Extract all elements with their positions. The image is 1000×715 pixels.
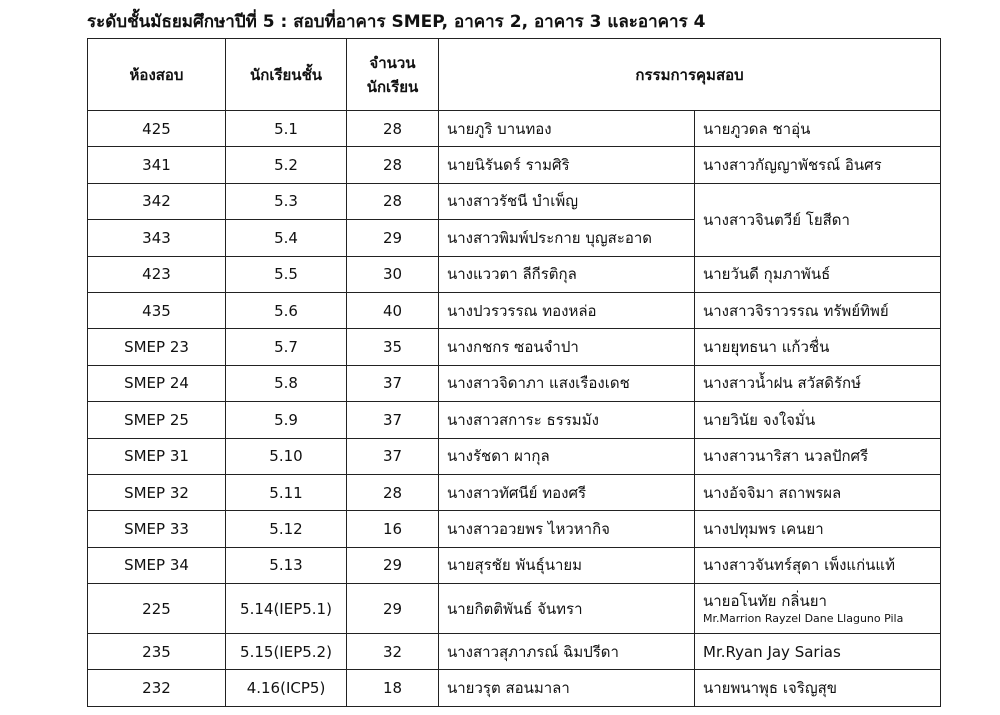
room-cell: SMEP 24 xyxy=(88,365,226,401)
count-cell: 18 xyxy=(347,670,439,706)
proctor2-name: นายอโนทัย กลิ่นยา xyxy=(703,592,827,611)
room-cell: SMEP 31 xyxy=(88,438,226,474)
class-cell: 5.13 xyxy=(226,547,347,583)
class-cell: 5.2 xyxy=(226,147,347,183)
proctor1-cell: นายสุรชัย พันธุ์นายม xyxy=(439,547,695,583)
proctor1-cell: นางสาวทัศนีย์ ทองศรี xyxy=(439,474,695,510)
table-row xyxy=(88,511,941,547)
class-cell: 5.6 xyxy=(226,292,347,328)
proctor2-cell: นายยุทธนา แก้วชื่น xyxy=(695,329,941,365)
proctor2-cell: นายพนาพุธ เจริญสุข xyxy=(695,670,941,706)
room-cell: 423 xyxy=(88,256,226,292)
proctor2-cell: นายภูวดล ชาอุ่น xyxy=(695,111,941,147)
class-cell: 5.3 xyxy=(226,183,347,219)
proctor2-cell: นางสาวกัญญาพัชรณ์ อินศร xyxy=(695,147,941,183)
table-row xyxy=(88,183,941,219)
proctor1-cell: นางสาวสุภาภรณ์ ฉิมปรีดา xyxy=(439,634,695,670)
header-count xyxy=(347,39,439,111)
table-row xyxy=(88,670,941,706)
count-cell: 37 xyxy=(347,438,439,474)
table-row xyxy=(88,584,941,634)
count-cell: 30 xyxy=(347,256,439,292)
proctor1-cell: นางสาวจิดาภา แสงเรืองเดช xyxy=(439,365,695,401)
header-room: ห้องสอบ xyxy=(88,39,226,111)
room-cell: 225 xyxy=(88,584,226,634)
proctor2-cell: นายวันดี กุมภาพันธ์ xyxy=(695,256,941,292)
class-cell: 5.10 xyxy=(226,438,347,474)
header-count-line2: นักเรียน xyxy=(366,77,419,96)
table-row xyxy=(88,111,941,147)
class-cell: 5.5 xyxy=(226,256,347,292)
header-class: นักเรียนชั้น xyxy=(226,39,347,111)
proctor2-cell: นางสาวน้ำฝน สวัสดิรักษ์ xyxy=(695,365,941,401)
proctor1-cell: นางแววตา ลีกีรติกุล xyxy=(439,256,695,292)
proctor1-cell: นางสาวสการะ ธรรมมัง xyxy=(439,402,695,438)
table-header-row xyxy=(88,39,941,111)
room-cell: 341 xyxy=(88,147,226,183)
table-row xyxy=(88,474,941,510)
room-cell: SMEP 23 xyxy=(88,329,226,365)
class-cell: 5.1 xyxy=(226,111,347,147)
count-cell: 29 xyxy=(347,584,439,634)
class-cell: 5.8 xyxy=(226,365,347,401)
table-row xyxy=(88,147,941,183)
room-cell: 232 xyxy=(88,670,226,706)
proctor1-cell: นายนิรันดร์ รามศิริ xyxy=(439,147,695,183)
proctor1-cell: นางสาวพิมพ์ประกาย บุญสะอาด xyxy=(439,220,695,256)
table-row xyxy=(88,292,941,328)
count-cell: 35 xyxy=(347,329,439,365)
class-cell: 5.4 xyxy=(226,220,347,256)
room-cell: 425 xyxy=(88,111,226,147)
count-cell: 28 xyxy=(347,111,439,147)
proctor1-cell: นายกิตติพันธ์ จันทรา xyxy=(439,584,695,634)
class-cell: 5.14(IEP5.1) xyxy=(226,584,347,634)
count-cell: 28 xyxy=(347,147,439,183)
table-row xyxy=(88,365,941,401)
proctor2-sub-name: Mr.Marrion Rayzel Dane Llaguno Pila xyxy=(703,612,904,626)
proctor1-cell: นางสาวรัชนี บำเพ็ญ xyxy=(439,183,695,219)
proctor1-cell: นางกชกร ซอนจำปา xyxy=(439,329,695,365)
class-cell: 5.9 xyxy=(226,402,347,438)
room-cell: SMEP 33 xyxy=(88,511,226,547)
proctor2-cell xyxy=(695,584,941,634)
room-cell: 343 xyxy=(88,220,226,256)
table-row xyxy=(88,634,941,670)
count-cell: 28 xyxy=(347,474,439,510)
proctor1-cell: นายภูริ บานทอง xyxy=(439,111,695,147)
proctor1-cell: นางสาวอวยพร ไหวหากิจ xyxy=(439,511,695,547)
table-row xyxy=(88,402,941,438)
room-cell: SMEP 32 xyxy=(88,474,226,510)
table-row xyxy=(88,256,941,292)
room-cell: 342 xyxy=(88,183,226,219)
count-cell: 32 xyxy=(347,634,439,670)
count-cell: 37 xyxy=(347,402,439,438)
proctor2-cell: นายวินัย จงใจมั่น xyxy=(695,402,941,438)
table-row xyxy=(88,438,941,474)
count-cell: 37 xyxy=(347,365,439,401)
proctor2-cell: นางปทุมพร เคนยา xyxy=(695,511,941,547)
proctor2-cell: นางสาวจิราวรรณ ทรัพย์ทิพย์ xyxy=(695,292,941,328)
proctor2-cell: Mr.Ryan Jay Sarias xyxy=(695,634,941,670)
page-title: ระดับชั้นมัธยมศึกษาปีที่ 5 : สอบที่อาคาร SMEP, อาคาร 2, อาคาร 3 และอาคาร 4 xyxy=(87,12,706,32)
proctor1-cell: นางรัชดา ผากุล xyxy=(439,438,695,474)
count-cell: 29 xyxy=(347,547,439,583)
class-cell: 5.15(IEP5.2) xyxy=(226,634,347,670)
proctor1-cell: นางปวรวรรณ ทองหล่อ xyxy=(439,292,695,328)
room-cell: 435 xyxy=(88,292,226,328)
proctor1-cell: นายวรุต สอนมาลา xyxy=(439,670,695,706)
header-count-line1: จำนวน xyxy=(369,53,416,72)
table-row xyxy=(88,329,941,365)
count-cell: 40 xyxy=(347,292,439,328)
class-cell: 5.12 xyxy=(226,511,347,547)
room-cell: 235 xyxy=(88,634,226,670)
count-cell: 28 xyxy=(347,183,439,219)
class-cell: 5.7 xyxy=(226,329,347,365)
room-cell: SMEP 25 xyxy=(88,402,226,438)
proctor2-cell: นางสาวจินตวีย์ โยสีดา xyxy=(695,183,941,256)
exam-room-table xyxy=(87,38,941,707)
class-cell: 5.11 xyxy=(226,474,347,510)
header-proctors: กรรมการคุมสอบ xyxy=(439,39,941,111)
table-row xyxy=(88,547,941,583)
proctor2-cell: นางสาวนาริสา นวลปักศรี xyxy=(695,438,941,474)
proctor2-cell: นางสาวจันทร์สุดา เพ็งแก่นแท้ xyxy=(695,547,941,583)
count-cell: 16 xyxy=(347,511,439,547)
room-cell: SMEP 34 xyxy=(88,547,226,583)
proctor2-cell: นางอัจจิมา สถาพรผล xyxy=(695,474,941,510)
class-cell: 4.16(ICP5) xyxy=(226,670,347,706)
count-cell: 29 xyxy=(347,220,439,256)
